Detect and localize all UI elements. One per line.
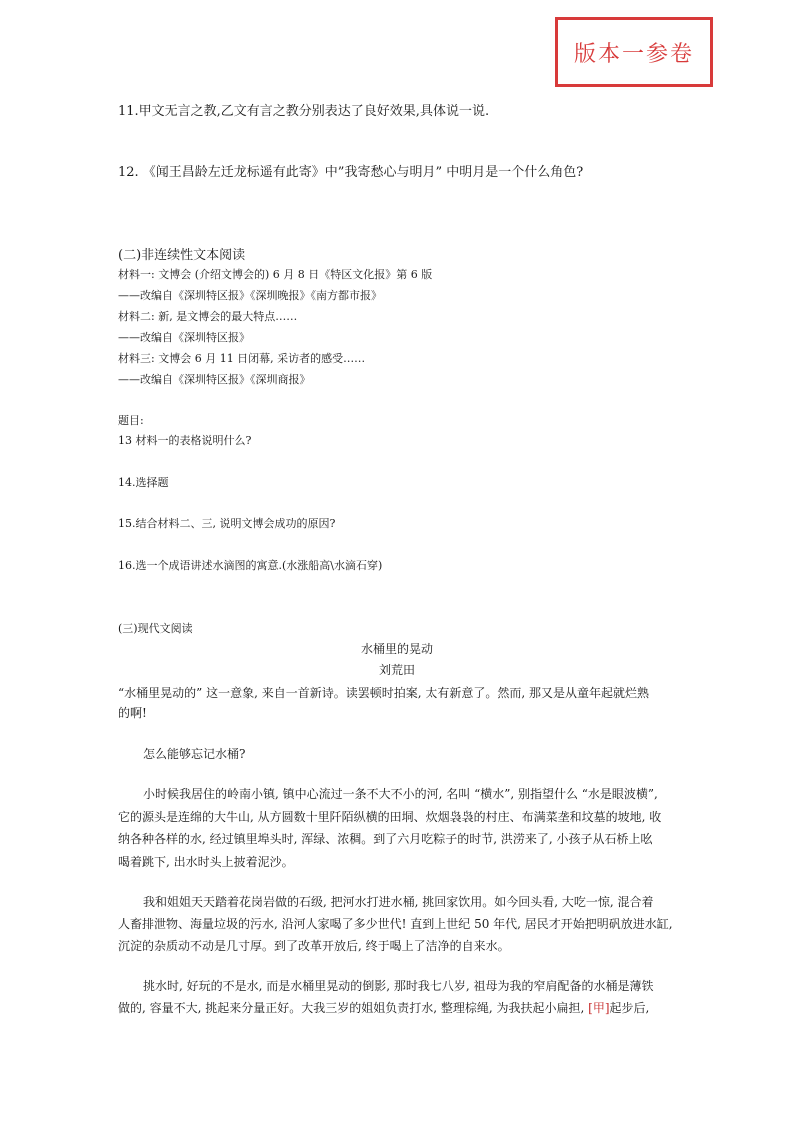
section-3-heading: (三)现代文阅读 [118,622,193,635]
article-title: 水桶里的晃动 [360,642,433,656]
paragraph-3-line-2: 它的源头是连绵的大牛山, 从方圆数十里阡陌纵横的田垌、炊烟袅袅的村庄、布满菜垄和坟墓的坡地, 收 [118,810,662,824]
paragraph-3-line-1: 小时候我居住的岭南小镇, 镇中心流过一条不大不小的河, 名叫 “横水”, 别指望什么 “水是眼波横”, [143,787,658,801]
paragraph-4-line-2: 人畜排泄物、海量垃圾的污水, 沿河人家喝了多少世代! 直到上世纪 50 年代, 居民才开始把明矾放进水缸, [118,917,673,931]
paragraph-4-line-1: 我和姐姐天天踏着花岗岩做的石级, 把河水打进水桶, 挑回家饮用。如今回头看, 大吃一惊, 混合着 [143,895,654,909]
article-author: 刘荒田 [378,663,415,677]
question-12: 12. 《闻王昌龄左迁龙标遥有此寄》中”我寄愁心与明月” 中明月是一个什么角色? [118,165,584,180]
material-2: 材料二: 新, 是文博会的最大特点…… [118,310,298,323]
marker-jia: [甲] [588,1001,610,1015]
material-3-source: ——改编自《深圳特区报》《深圳商报》 [118,373,311,386]
version-stamp: 版本一参卷 [555,17,713,87]
material-3: 材料三: 文博会 6 月 11 日闭幕, 采访者的感受…… [118,352,366,365]
questions-label: 题目: [118,414,144,427]
question-13: 13 材料一的表格说明什么? [118,434,252,447]
section-2-heading: (二)非连续性文本阅读 [118,248,246,263]
question-15: 15.结合材料二、三, 说明文博会成功的原因? [118,517,336,530]
paragraph-1-line-2: 的啊! [118,706,147,720]
paragraph-4-line-3: 沉淀的杂质动不动是几寸厚。到了改革开放后, 终于喝上了洁净的自来水。 [118,939,510,953]
question-16: 16.选一个成语讲述水滴图的寓意.(水涨船高\水滴石穿) [118,559,383,572]
material-1: 材料一: 文博会 (介绍文博会的) 6 月 8 日《特区文化报》第 6 版 [118,268,433,281]
paragraph-5-text-a: 做的, 容量不大, 挑起来分量正好。大我三岁的姐姐负责打水, 整理棕绳, 为我扶起小扁担, [118,1001,589,1015]
material-1-source: ——改编自《深圳特区报》《深圳晚报》《南方都市报》 [118,289,382,302]
paragraph-2: 怎么能够忘记水桶? [143,747,246,761]
paragraph-5-line-1: 挑水时, 好玩的不是水, 而是水桶里晃动的倒影, 那时我七八岁, 祖母为我的窄肩配备的水桶是薄铁 [143,979,654,993]
question-11: 11.甲文无言之教,乙文有言之教分别表达了良好效果,具体说一说. [118,104,490,119]
paragraph-3-line-3: 纳各种各样的水, 经过镇里埠头时, 浑绿、浓稠。到了六月吃粽子的时节, 洪涝来了, 小孩子从石桥上吆 [118,832,653,846]
paragraph-1-line-1: “水桶里晃动的” 这一意象, 来自一首新诗。读罢顿时拍案, 太有新意了。然而, 那又是从童年起就烂熟 [118,686,649,700]
paragraph-5-text-b: 起步后, [609,1001,650,1015]
question-14: 14.选择题 [118,476,169,489]
material-2-source: ——改编自《深圳特区报》 [118,331,250,344]
paragraph-5-line-2 [118,999,649,1016]
paragraph-3-line-4: 喝着跳下, 出水时头上披着泥沙。 [118,855,294,869]
